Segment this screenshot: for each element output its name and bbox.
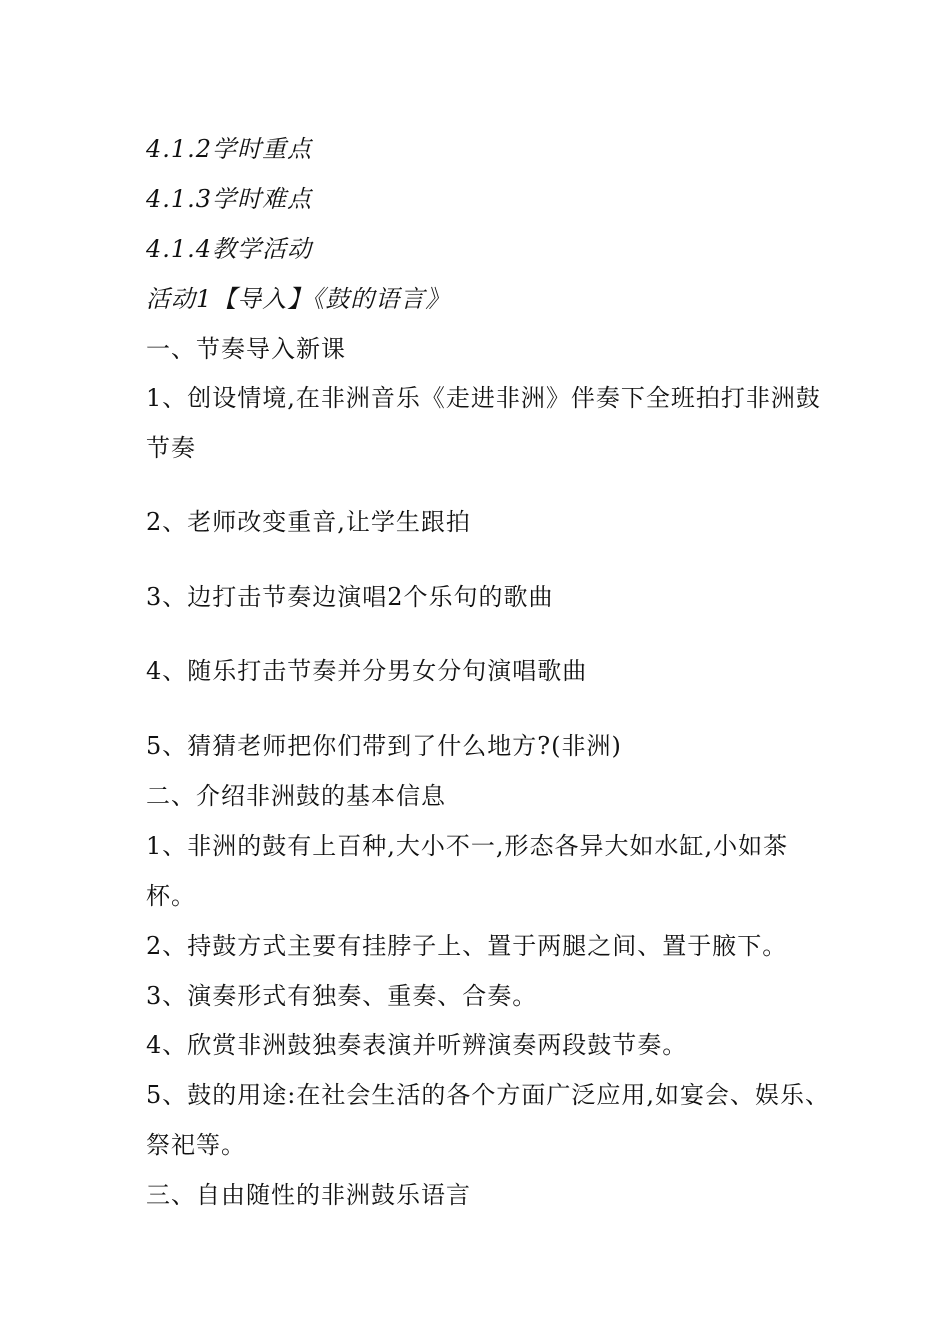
section2-title: 二、介绍非洲鼓的基本信息	[146, 782, 446, 810]
section1-item5: 5、猜猜老师把你们带到了什么地方?(非洲)	[146, 732, 622, 760]
section3-title: 三、自由随性的非洲鼓乐语言	[146, 1181, 471, 1209]
section2-item2: 2、持鼓方式主要有挂脖子上、置于两腿之间、置于腋下。	[146, 932, 788, 960]
section1-item3: 3、边打击节奏边演唱2个乐句的歌曲	[146, 583, 554, 611]
section2-item3: 3、演奏形式有独奏、重奏、合奏。	[146, 982, 538, 1010]
section2-item5-line1: 5、鼓的用途:在社会生活的各个方面广泛应用,如宴会、娱乐、	[146, 1081, 830, 1109]
heading-4-1-4: 4.1.4教学活动	[146, 235, 313, 263]
section2-item1-line1: 1、非洲的鼓有上百种,大小不一,形态各异大如水缸,小如茶	[146, 832, 789, 860]
section1-item1-line1: 1、创设情境,在非洲音乐《走进非洲》伴奏下全班拍打非洲鼓	[146, 384, 821, 412]
section1-item2: 2、老师改变重音,让学生跟拍	[146, 508, 471, 536]
section2-item5-line2: 祭祀等。	[146, 1131, 246, 1159]
section1-item1-line2: 节奏	[146, 434, 196, 462]
heading-activity-1: 活动1【导入】《鼓的语言》	[146, 285, 451, 313]
section1-title: 一、节奏导入新课	[146, 335, 346, 363]
heading-4-1-3: 4.1.3学时难点	[146, 185, 313, 213]
section2-item1-line2: 杯。	[146, 882, 196, 910]
heading-4-1-2: 4.1.2学时重点	[146, 135, 313, 163]
section2-item4: 4、欣赏非洲鼓独奏表演并听辨演奏两段鼓节奏。	[146, 1031, 688, 1059]
section1-item4: 4、随乐打击节奏并分男女分句演唱歌曲	[146, 657, 588, 685]
